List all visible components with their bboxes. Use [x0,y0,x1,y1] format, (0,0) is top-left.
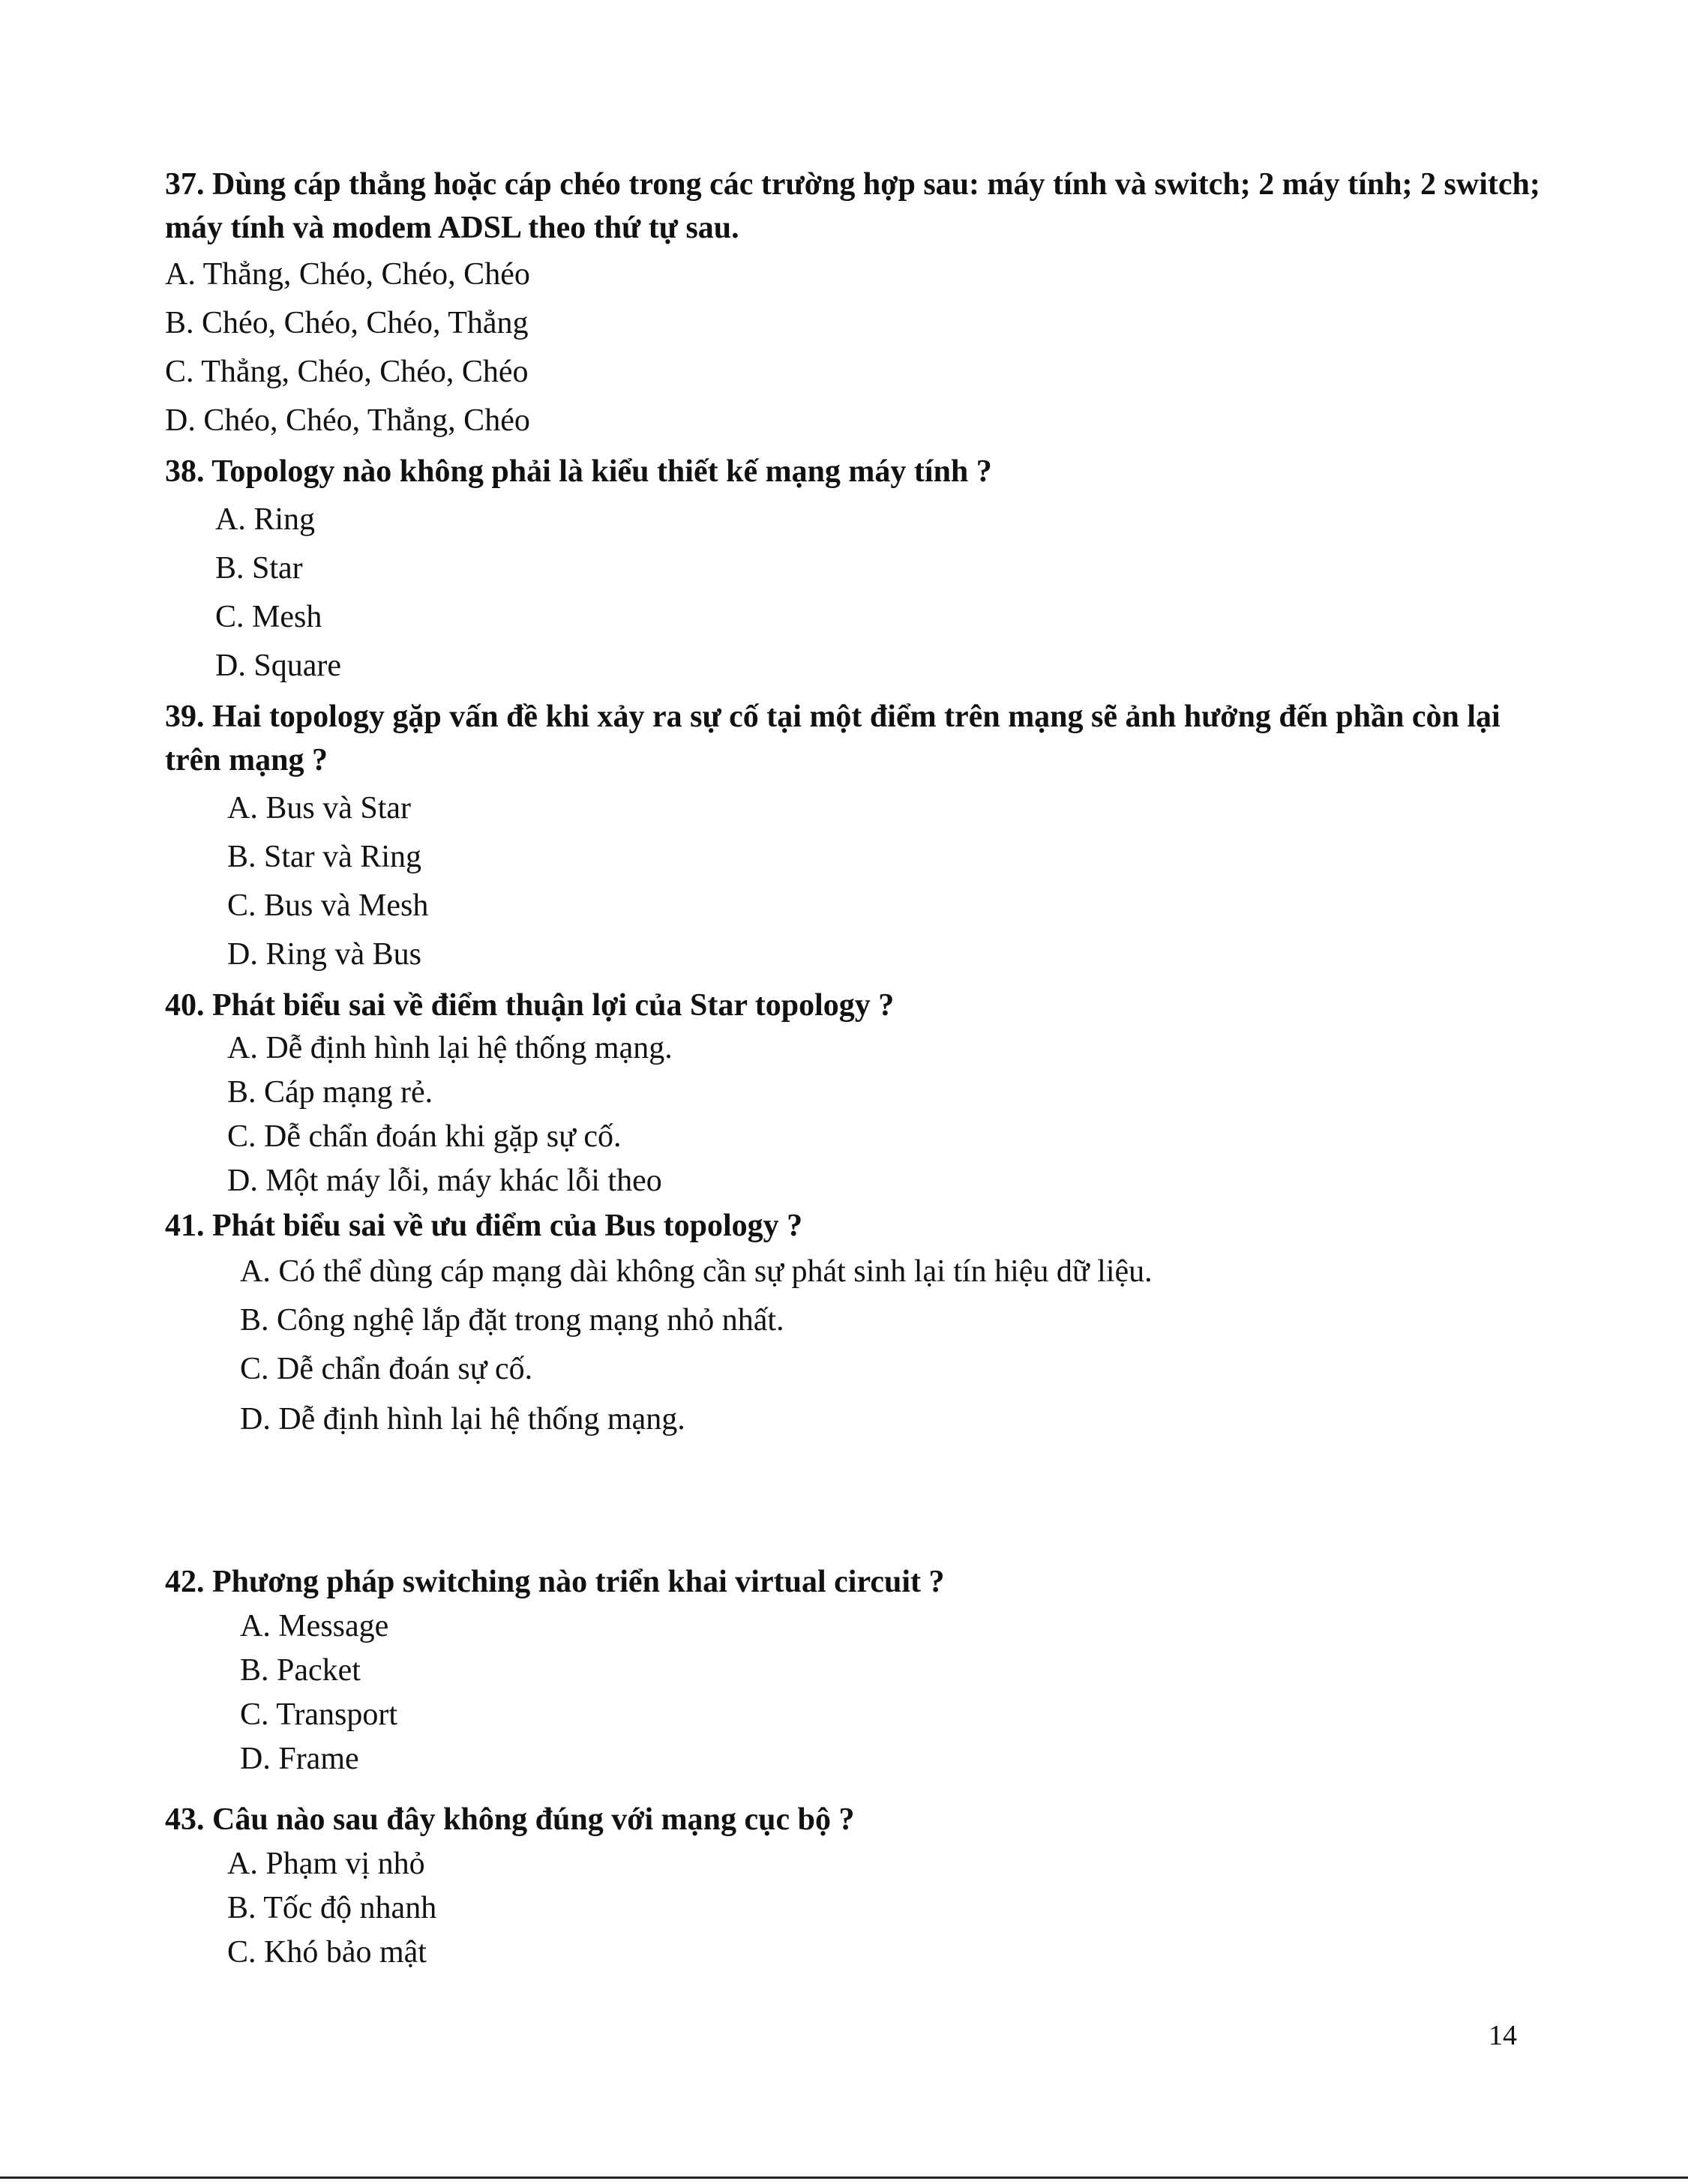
question-43-option-a: A. Phạm vị nhỏ [227,1847,425,1881]
question-40-option-c: C. Dễ chẩn đoán khi gặp sự cố. [227,1119,622,1154]
question-39-option-b: B. Star và Ring [227,840,421,874]
page-number: 14 [1489,2020,1517,2051]
page-bottom-divider [0,2177,1688,2179]
question-37-option-c: C. Thẳng, Chéo, Chéo, Chéo [165,355,529,389]
question-42-option-b: B. Packet [240,1653,361,1688]
question-37: 37. Dùng cáp thẳng hoặc cáp chéo trong các trường hợp sau: máy tính và switch; 2 máy tính; 2 switch; máy tính và modem ADSL theo thứ tự sau. [165,167,1540,245]
question-43-option-c: C. Khó bảo mật [227,1935,427,1970]
question-38: 38. Topology nào không phải là kiểu thiết kế mạng máy tính ? [165,454,992,489]
question-43: 43. Câu nào sau đây không đúng với mạng cục bộ ? [165,1802,855,1837]
question-37-option-a: A. Thẳng, Chéo, Chéo, Chéo [165,257,530,292]
question-41-option-a: A. Có thể dùng cáp mạng dài không cần sự phát sinh lại tín hiệu dữ liệu. [240,1254,1153,1289]
question-42-option-d: D. Frame [240,1742,359,1776]
question-40-option-d: D. Một máy lỗi, máy khác lỗi theo [227,1164,662,1198]
question-39-option-a: A. Bus và Star [227,791,411,825]
question-41-option-d: D. Dễ định hình lại hệ thống mạng. [240,1402,685,1437]
question-37-option-b: B. Chéo, Chéo, Chéo, Thẳng [165,306,529,340]
question-37-option-d: D. Chéo, Chéo, Thẳng, Chéo [165,403,530,438]
question-39-option-d: D. Ring và Bus [227,937,422,972]
question-40-option-a: A. Dễ định hình lại hệ thống mạng. [227,1031,673,1065]
question-42-option-c: C. Transport [240,1697,398,1732]
question-41-option-c: C. Dễ chẩn đoán sự cố. [240,1352,533,1386]
question-38-option-a: A. Ring [215,502,316,537]
question-41-option-b: B. Công nghệ lắp đặt trong mạng nhỏ nhất. [240,1303,784,1338]
question-43-option-b: B. Tốc độ nhanh [227,1891,437,1925]
question-38-option-c: C. Mesh [215,600,322,634]
question-40: 40. Phát biểu sai về điểm thuận lợi của Star topology ? [165,988,895,1023]
question-38-option-d: D. Square [215,649,341,683]
question-41: 41. Phát biểu sai về ưu điểm của Bus topology ? [165,1209,803,1243]
question-39: 39. Hai topology gặp vấn đề khi xảy ra sự cố tại một điểm trên mạng sẽ ảnh hưởng đến phần còn lại trên mạng ? [165,700,1501,777]
question-42: 42. Phương pháp switching nào triển khai virtual circuit ? [165,1565,945,1599]
question-38-option-b: B. Star [215,551,303,586]
question-39-option-c: C. Bus và Mesh [227,888,429,923]
question-40-option-b: B. Cáp mạng rẻ. [227,1075,433,1110]
question-42-option-a: A. Message [240,1609,389,1643]
